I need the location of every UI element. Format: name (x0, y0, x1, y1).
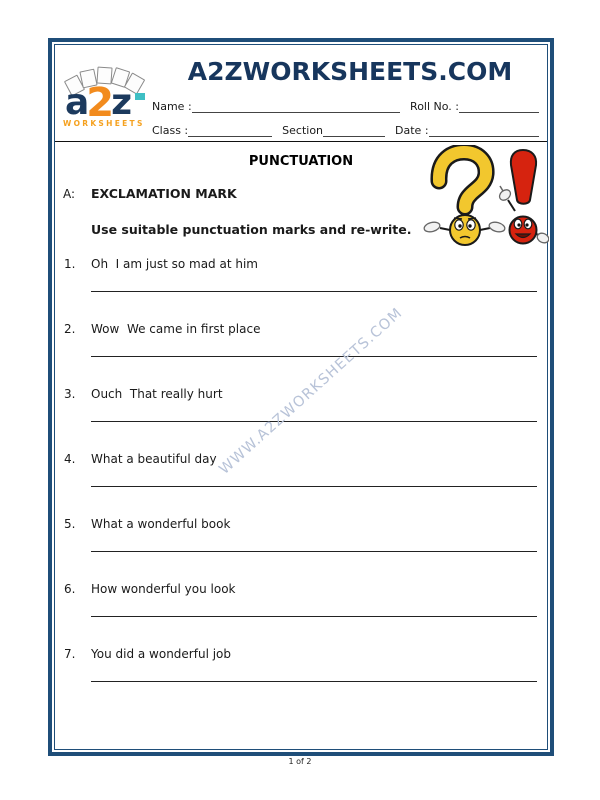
question-number: 6. (64, 582, 76, 596)
instruction-text: Use suitable punctuation marks and re-write. (91, 222, 412, 237)
roll-blank (459, 99, 539, 113)
question-number: 7. (64, 647, 76, 661)
question-row (55, 257, 547, 322)
answer-blank-line (91, 356, 537, 357)
question-text: What a wonderful book (91, 517, 231, 531)
question-number: 1. (64, 257, 76, 271)
logo-accent (135, 93, 145, 100)
question-mark-character-icon (423, 152, 506, 245)
question-list (55, 257, 547, 712)
section-blank (323, 123, 385, 137)
answer-blank-line (91, 681, 537, 682)
question-row (55, 517, 547, 582)
name-label: Name : (152, 100, 192, 113)
date-label: Date : (395, 124, 429, 137)
answer-blank-line (91, 421, 537, 422)
question-number: 4. (64, 452, 76, 466)
logo-letter-a: a (65, 82, 87, 123)
question-number: 3. (64, 387, 76, 401)
section-label: Section (282, 124, 324, 137)
header-divider (55, 141, 547, 142)
watermark: WWW.A2ZWORKSHEETS.COM (216, 304, 407, 478)
worksheet-page-border (48, 38, 554, 756)
class-label: Class : (152, 124, 189, 137)
question-text: What a beautiful day (91, 452, 217, 466)
question-text: Ouch That really hurt (91, 387, 223, 401)
name-blank (192, 99, 400, 113)
question-text: Oh I am just so mad at him (91, 257, 258, 271)
question-number: 2. (64, 322, 76, 336)
class-blank (188, 123, 272, 137)
worksheet-page (54, 44, 548, 750)
a2z-logo (61, 67, 153, 135)
answer-blank-line (91, 551, 537, 552)
question-text: You did a wonderful job (91, 647, 232, 661)
question-text: Wow We came in first place (91, 322, 261, 336)
logo-subtitle: WORKSHEETS (63, 119, 145, 128)
section-letter: A: (63, 187, 76, 201)
worksheet-title: PUNCTUATION (248, 154, 354, 169)
answer-blank-line (91, 291, 537, 292)
question-text: How wonderful you look (91, 582, 236, 596)
logo-letter-z: z (111, 82, 130, 123)
punctuation-characters-illustration (415, 145, 549, 255)
header-fields-row-2 (152, 123, 539, 137)
date-blank (429, 123, 539, 137)
header-fields-row-1 (152, 99, 539, 113)
logo-letter-2: 2 (86, 80, 112, 126)
section-title: EXCLAMATION MARK (91, 186, 237, 201)
question-row (55, 322, 547, 387)
question-row (55, 387, 547, 452)
answer-blank-line (91, 616, 537, 617)
page-indicator: 1 of 2 (288, 757, 312, 766)
question-row (55, 582, 547, 647)
answer-blank-line (91, 486, 537, 487)
question-number: 5. (64, 517, 76, 531)
site-title: A2ZWORKSHEETS.COM (187, 57, 513, 86)
exclamation-mark-character-icon (498, 150, 549, 245)
question-row (55, 647, 547, 712)
question-row (55, 452, 547, 517)
roll-label: Roll No. : (410, 100, 459, 113)
